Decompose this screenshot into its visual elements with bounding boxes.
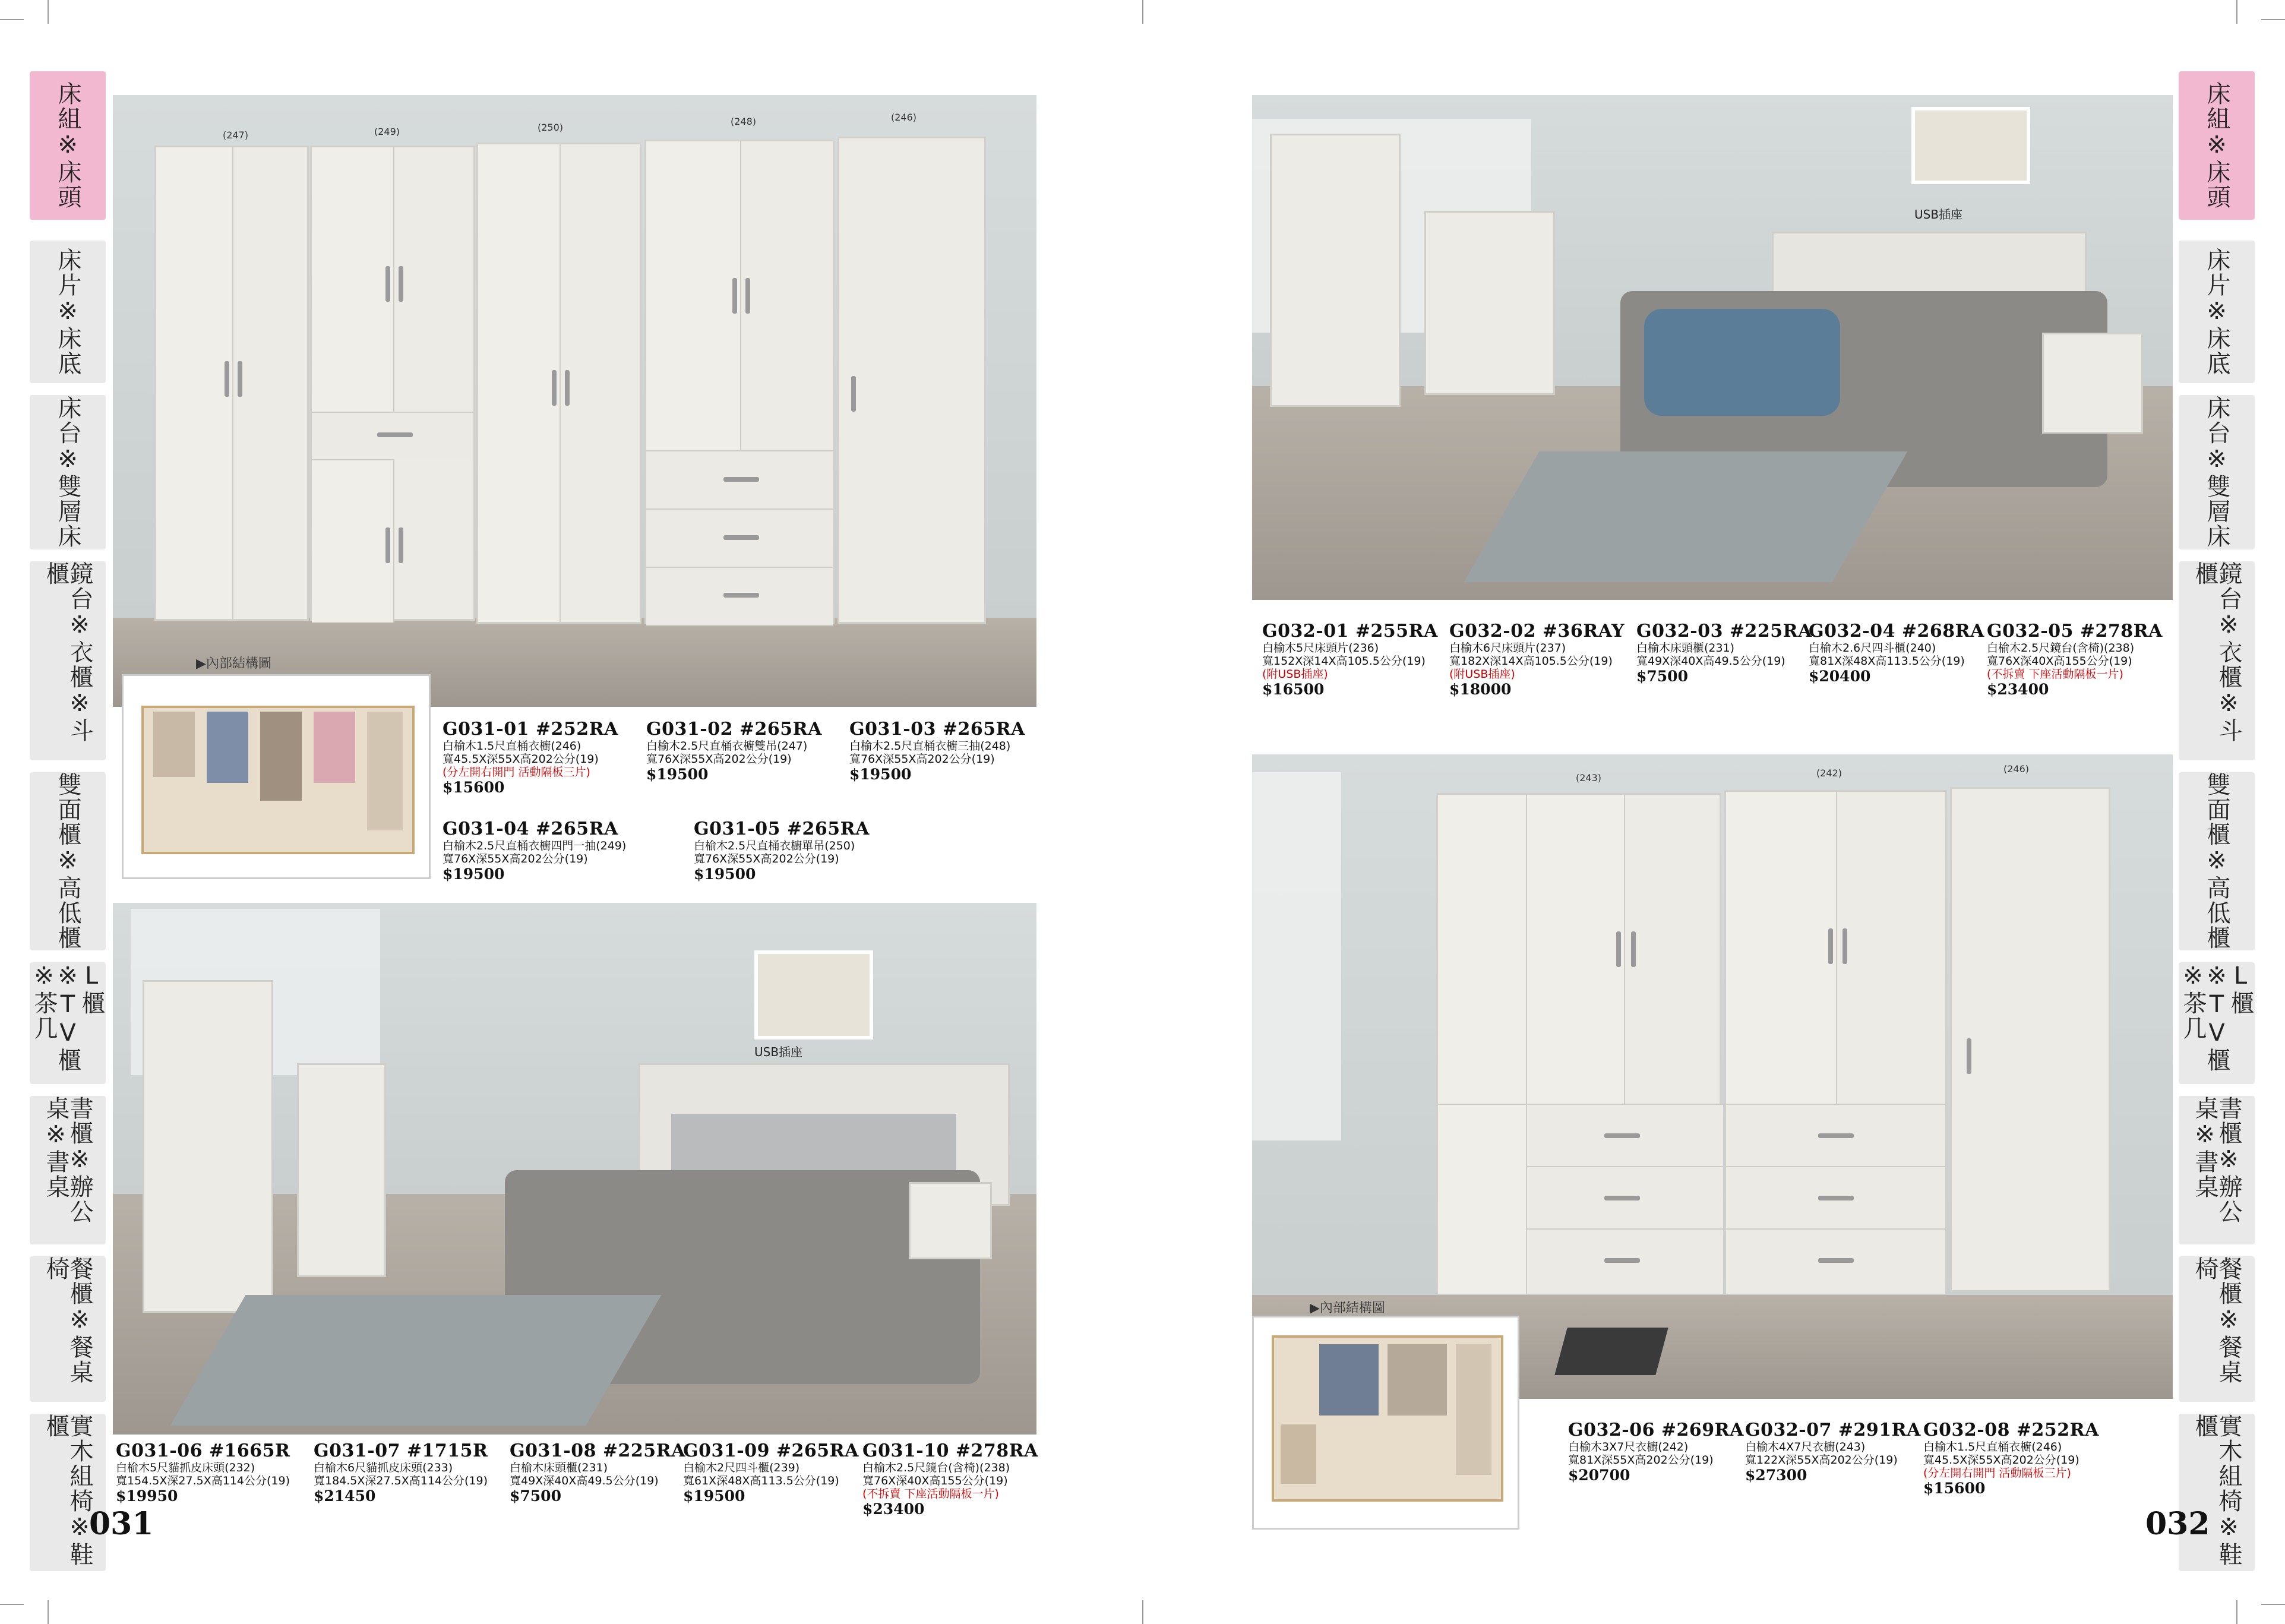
product-name: 白榆木2.5尺直桶衣櫥雙吊(247) <box>646 740 808 753</box>
product-note: (分左開右開門 活動隔板三片) <box>443 766 590 779</box>
tab-desk[interactable]: 書櫃※辦公桌※書桌 <box>2179 1096 2255 1244</box>
product-name: 白榆木床頭櫃(231) <box>1636 642 1735 655</box>
product-name: 白榆木3X7尺衣櫥(242) <box>1568 1440 1689 1454</box>
crop-mark <box>2236 1600 2237 1624</box>
inset-label: ▶內部結構圖 <box>196 656 271 671</box>
bedroom-set-photo-2 <box>1252 95 2173 600</box>
crop-mark <box>48 1600 49 1624</box>
product-G032-03 <box>1636 621 1812 685</box>
tab-tv-cabinet[interactable]: L櫃※TV櫃※茶几 <box>2179 962 2255 1084</box>
product-name: 白榆木6尺貓抓皮床頭(233) <box>314 1461 453 1474</box>
product-price: $20400 <box>1809 668 1871 685</box>
tab-dresser-wardrobe[interactable]: 鏡台※衣櫃※斗櫃 <box>2179 561 2255 760</box>
product-dimensions: 寬76X深55X高202公分(19) <box>646 753 792 766</box>
product-name: 白榆木2.5尺鏡台(含椅)(238) <box>862 1461 1010 1474</box>
bedroom-set-photo <box>113 903 1036 1435</box>
product-dimensions: 寬76X深40X高155公分(19) <box>862 1474 1008 1487</box>
product-price: $19500 <box>646 766 709 783</box>
product-dimensions: 寬45.5X深55X高202公分(19) <box>443 753 599 766</box>
product-name: 白榆木2.6尺四斗櫃(240) <box>1809 642 1936 655</box>
product-price: $19500 <box>694 865 756 883</box>
crop-mark <box>2236 0 2237 24</box>
wardrobe-242 <box>1724 790 1947 1292</box>
tab-desk[interactable]: 書櫃※辦公桌※書桌 <box>30 1096 106 1244</box>
wardrobe-246 <box>837 137 986 624</box>
product-price: $27300 <box>1745 1467 1807 1484</box>
product-dimensions: 寬182X深14X高105.5公分(19) <box>1449 655 1613 668</box>
product-price: $19500 <box>683 1487 745 1505</box>
product-G032-05 <box>1987 621 2163 699</box>
wardrobe-250 <box>476 143 641 624</box>
rug <box>170 1295 661 1426</box>
wardrobe-set-photo <box>113 95 1036 707</box>
crop-mark <box>1142 1600 1143 1624</box>
crop-mark <box>0 1604 24 1605</box>
product-code: G032-03 #225RA <box>1636 621 1812 642</box>
product-code: G031-05 #265RA <box>694 819 870 839</box>
product-price: $23400 <box>1987 681 2049 698</box>
product-code: G032-02 #36RAY <box>1449 621 1625 642</box>
tab-bed-set[interactable]: 床組※床頭 <box>2179 71 2255 220</box>
product-code-label: (248) <box>731 116 757 127</box>
tab-cabinet[interactable]: 雙面櫃※高低櫃 <box>2179 772 2255 950</box>
crop-mark <box>2261 19 2285 20</box>
product-dimensions: 寬45.5X深55X高202公分(19) <box>1923 1454 2079 1467</box>
tab-dining[interactable]: 餐櫃※餐桌椅 <box>30 1256 106 1402</box>
product-note: (不拆賣 下座活動隔板一片) <box>1987 668 2123 681</box>
interior-structure-inset <box>1252 1316 1519 1530</box>
product-G031-04 <box>443 819 626 883</box>
dresser-vanity <box>1270 134 1401 407</box>
product-G031-09 <box>683 1440 859 1505</box>
product-name: 白榆木2.5尺直桶衣櫥四門一抽(249) <box>443 839 627 852</box>
product-dimensions: 寬49X深40X高49.5公分(19) <box>510 1474 659 1487</box>
wardrobe-243 <box>1436 793 1721 1292</box>
product-code: G031-04 #265RA <box>443 819 618 839</box>
product-price: $15600 <box>443 779 505 796</box>
product-code: G032-07 #291RA <box>1745 1420 1921 1440</box>
product-G032-01 <box>1262 621 1438 699</box>
product-G031-05 <box>694 819 870 883</box>
product-code: G031-09 #265RA <box>683 1440 859 1461</box>
dresser-vanity <box>143 980 273 1313</box>
blanket <box>1644 309 1840 416</box>
tab-bed-frame[interactable]: 床台※雙層床 <box>30 395 106 549</box>
usb-socket-closeup <box>754 950 873 1040</box>
product-G031-10 <box>862 1440 1038 1518</box>
product-name: 白榆木1.5尺直桶衣櫥(246) <box>443 740 581 753</box>
product-G032-06 <box>1568 1420 1744 1484</box>
product-dimensions: 寬152X深14X高105.5公分(19) <box>1262 655 1426 668</box>
tab-chair-shoe[interactable]: 實木組椅※鞋櫃 <box>2179 1414 2255 1571</box>
product-code: G031-08 #225RA <box>510 1440 685 1461</box>
product-name: 白榆木5尺床頭片(236) <box>1262 642 1379 655</box>
product-price: $21450 <box>314 1487 376 1505</box>
product-dimensions: 寬76X深55X高202公分(19) <box>849 753 995 766</box>
crop-mark <box>2261 1604 2285 1605</box>
product-name: 白榆木5尺貓抓皮床頭(232) <box>116 1461 255 1474</box>
product-name: 白榆木1.5尺直桶衣櫥(246) <box>1923 1440 2062 1454</box>
product-code: G031-07 #1715R <box>314 1440 488 1461</box>
product-note: (附USB插座) <box>1449 668 1515 681</box>
product-G031-08 <box>510 1440 685 1505</box>
product-dimensions: 寬76X深55X高202公分(19) <box>443 852 588 865</box>
crop-mark <box>1142 0 1143 24</box>
product-name: 白榆木2.5尺直桶衣櫥三抽(248) <box>849 740 1011 753</box>
product-price: $19950 <box>116 1487 178 1505</box>
product-dimensions: 寬76X深55X高202公分(19) <box>694 852 839 865</box>
product-price: $7500 <box>1636 668 1688 685</box>
product-code: G031-06 #1665R <box>116 1440 290 1461</box>
tab-dresser-wardrobe[interactable]: 鏡台※衣櫃※斗櫃 <box>30 561 106 760</box>
inset-label: ▶內部結構圖 <box>1310 1301 1385 1316</box>
page-number: 032 <box>2145 1506 2210 1542</box>
wardrobe-248 <box>644 140 835 624</box>
chest-of-drawers <box>297 1063 386 1277</box>
interior-structure-inset <box>122 674 431 879</box>
tab-bed-board[interactable]: 床片※床底 <box>30 241 106 383</box>
product-price: $15600 <box>1923 1480 1986 1497</box>
usb-socket-closeup <box>1911 107 2030 184</box>
product-code-label: (250) <box>538 122 564 133</box>
product-name: 白榆木2.5尺鏡台(含椅)(238) <box>1987 642 2135 655</box>
nightstand <box>2042 333 2143 434</box>
product-price: $18000 <box>1449 681 1512 698</box>
product-code: G031-01 #252RA <box>443 719 618 740</box>
product-G032-02 <box>1449 621 1625 699</box>
product-code-label: (247) <box>223 129 249 141</box>
wardrobe-246 <box>1950 787 2110 1292</box>
product-code: G031-10 #278RA <box>862 1440 1038 1461</box>
usb-label: USB插座 <box>754 1045 803 1059</box>
product-G031-06 <box>116 1440 290 1505</box>
product-G031-01 <box>443 719 618 797</box>
product-code: G032-08 #252RA <box>1923 1420 2099 1440</box>
product-price: $7500 <box>510 1487 561 1505</box>
product-code: G032-01 #255RA <box>1262 621 1438 642</box>
tab-bed-frame[interactable]: 床台※雙層床 <box>2179 395 2255 549</box>
tab-dining[interactable]: 餐櫃※餐桌椅 <box>2179 1256 2255 1402</box>
product-code-label: (249) <box>374 126 400 137</box>
page-number: 031 <box>89 1506 154 1542</box>
product-code: G032-04 #268RA <box>1809 621 1984 642</box>
product-price: $20700 <box>1568 1467 1630 1484</box>
product-dimensions: 寬49X深40X高49.5公分(19) <box>1636 655 1785 668</box>
product-G032-04 <box>1809 621 1984 685</box>
product-name: 白榆木床頭櫃(231) <box>510 1461 608 1474</box>
product-name: 白榆木4X7尺衣櫥(243) <box>1745 1440 1866 1454</box>
product-code: G031-03 #265RA <box>849 719 1025 740</box>
tab-chair-shoe[interactable]: 實木組椅※鞋櫃 <box>30 1414 106 1571</box>
tab-tv-cabinet[interactable]: L櫃※TV櫃※茶几 <box>30 962 106 1084</box>
crop-mark <box>48 0 49 24</box>
product-name: 白榆木2尺四斗櫃(239) <box>683 1461 800 1474</box>
product-dimensions: 寬61X深48X高113.5公分(19) <box>683 1474 839 1487</box>
product-price: $23400 <box>862 1500 925 1518</box>
product-dimensions: 寬184.5X深27.5X高114公分(19) <box>314 1474 488 1487</box>
product-code-label: (242) <box>1816 767 1842 779</box>
product-price: $19500 <box>849 766 912 783</box>
wardrobe-247 <box>154 146 309 621</box>
chest-of-drawers <box>1424 211 1555 395</box>
product-code-label: (243) <box>1576 772 1602 783</box>
product-note: (不拆賣 下座活動隔板一片) <box>862 1487 999 1500</box>
laptop <box>1554 1328 1668 1375</box>
product-code: G032-05 #278RA <box>1987 621 2163 642</box>
product-dimensions: 寬76X深40X高155公分(19) <box>1987 655 2132 668</box>
product-dimensions: 寬81X深48X高113.5公分(19) <box>1809 655 1965 668</box>
product-code: G032-06 #269RA <box>1568 1420 1744 1440</box>
usb-label: USB插座 <box>1914 207 1963 222</box>
product-G031-07 <box>314 1440 488 1505</box>
product-note: (分左開右開門 活動隔板三片) <box>1923 1467 2071 1480</box>
product-code: G031-02 #265RA <box>646 719 822 740</box>
product-dimensions: 寬154.5X深27.5X高114公分(19) <box>116 1474 290 1487</box>
product-G032-07 <box>1745 1420 1921 1484</box>
nightstand <box>909 1182 992 1259</box>
crop-mark <box>0 19 24 20</box>
tab-cabinet[interactable]: 雙面櫃※高低櫃 <box>30 772 106 950</box>
product-dimensions: 寬122X深55X高202公分(19) <box>1745 1454 1898 1467</box>
product-code-label: (246) <box>2003 763 2030 775</box>
wardrobe-249 <box>310 146 475 621</box>
tab-bed-board[interactable]: 床片※床底 <box>2179 241 2255 383</box>
product-price: $19500 <box>443 865 505 883</box>
wardrobe-set-photo-2 <box>1252 754 2173 1399</box>
product-G031-03 <box>849 719 1025 783</box>
product-dimensions: 寬81X深55X高202公分(19) <box>1568 1454 1714 1467</box>
tab-bed-set[interactable]: 床組※床頭 <box>30 71 106 220</box>
product-G032-08 <box>1923 1420 2099 1497</box>
product-G031-02 <box>646 719 822 783</box>
rug <box>1464 451 1907 582</box>
product-code-label: (246) <box>891 112 917 123</box>
product-name: 白榆木2.5尺直桶衣櫥單吊(250) <box>694 839 855 852</box>
product-price: $16500 <box>1262 681 1325 698</box>
product-note: (附USB插座) <box>1262 668 1328 681</box>
product-name: 白榆木6尺床頭片(237) <box>1449 642 1566 655</box>
